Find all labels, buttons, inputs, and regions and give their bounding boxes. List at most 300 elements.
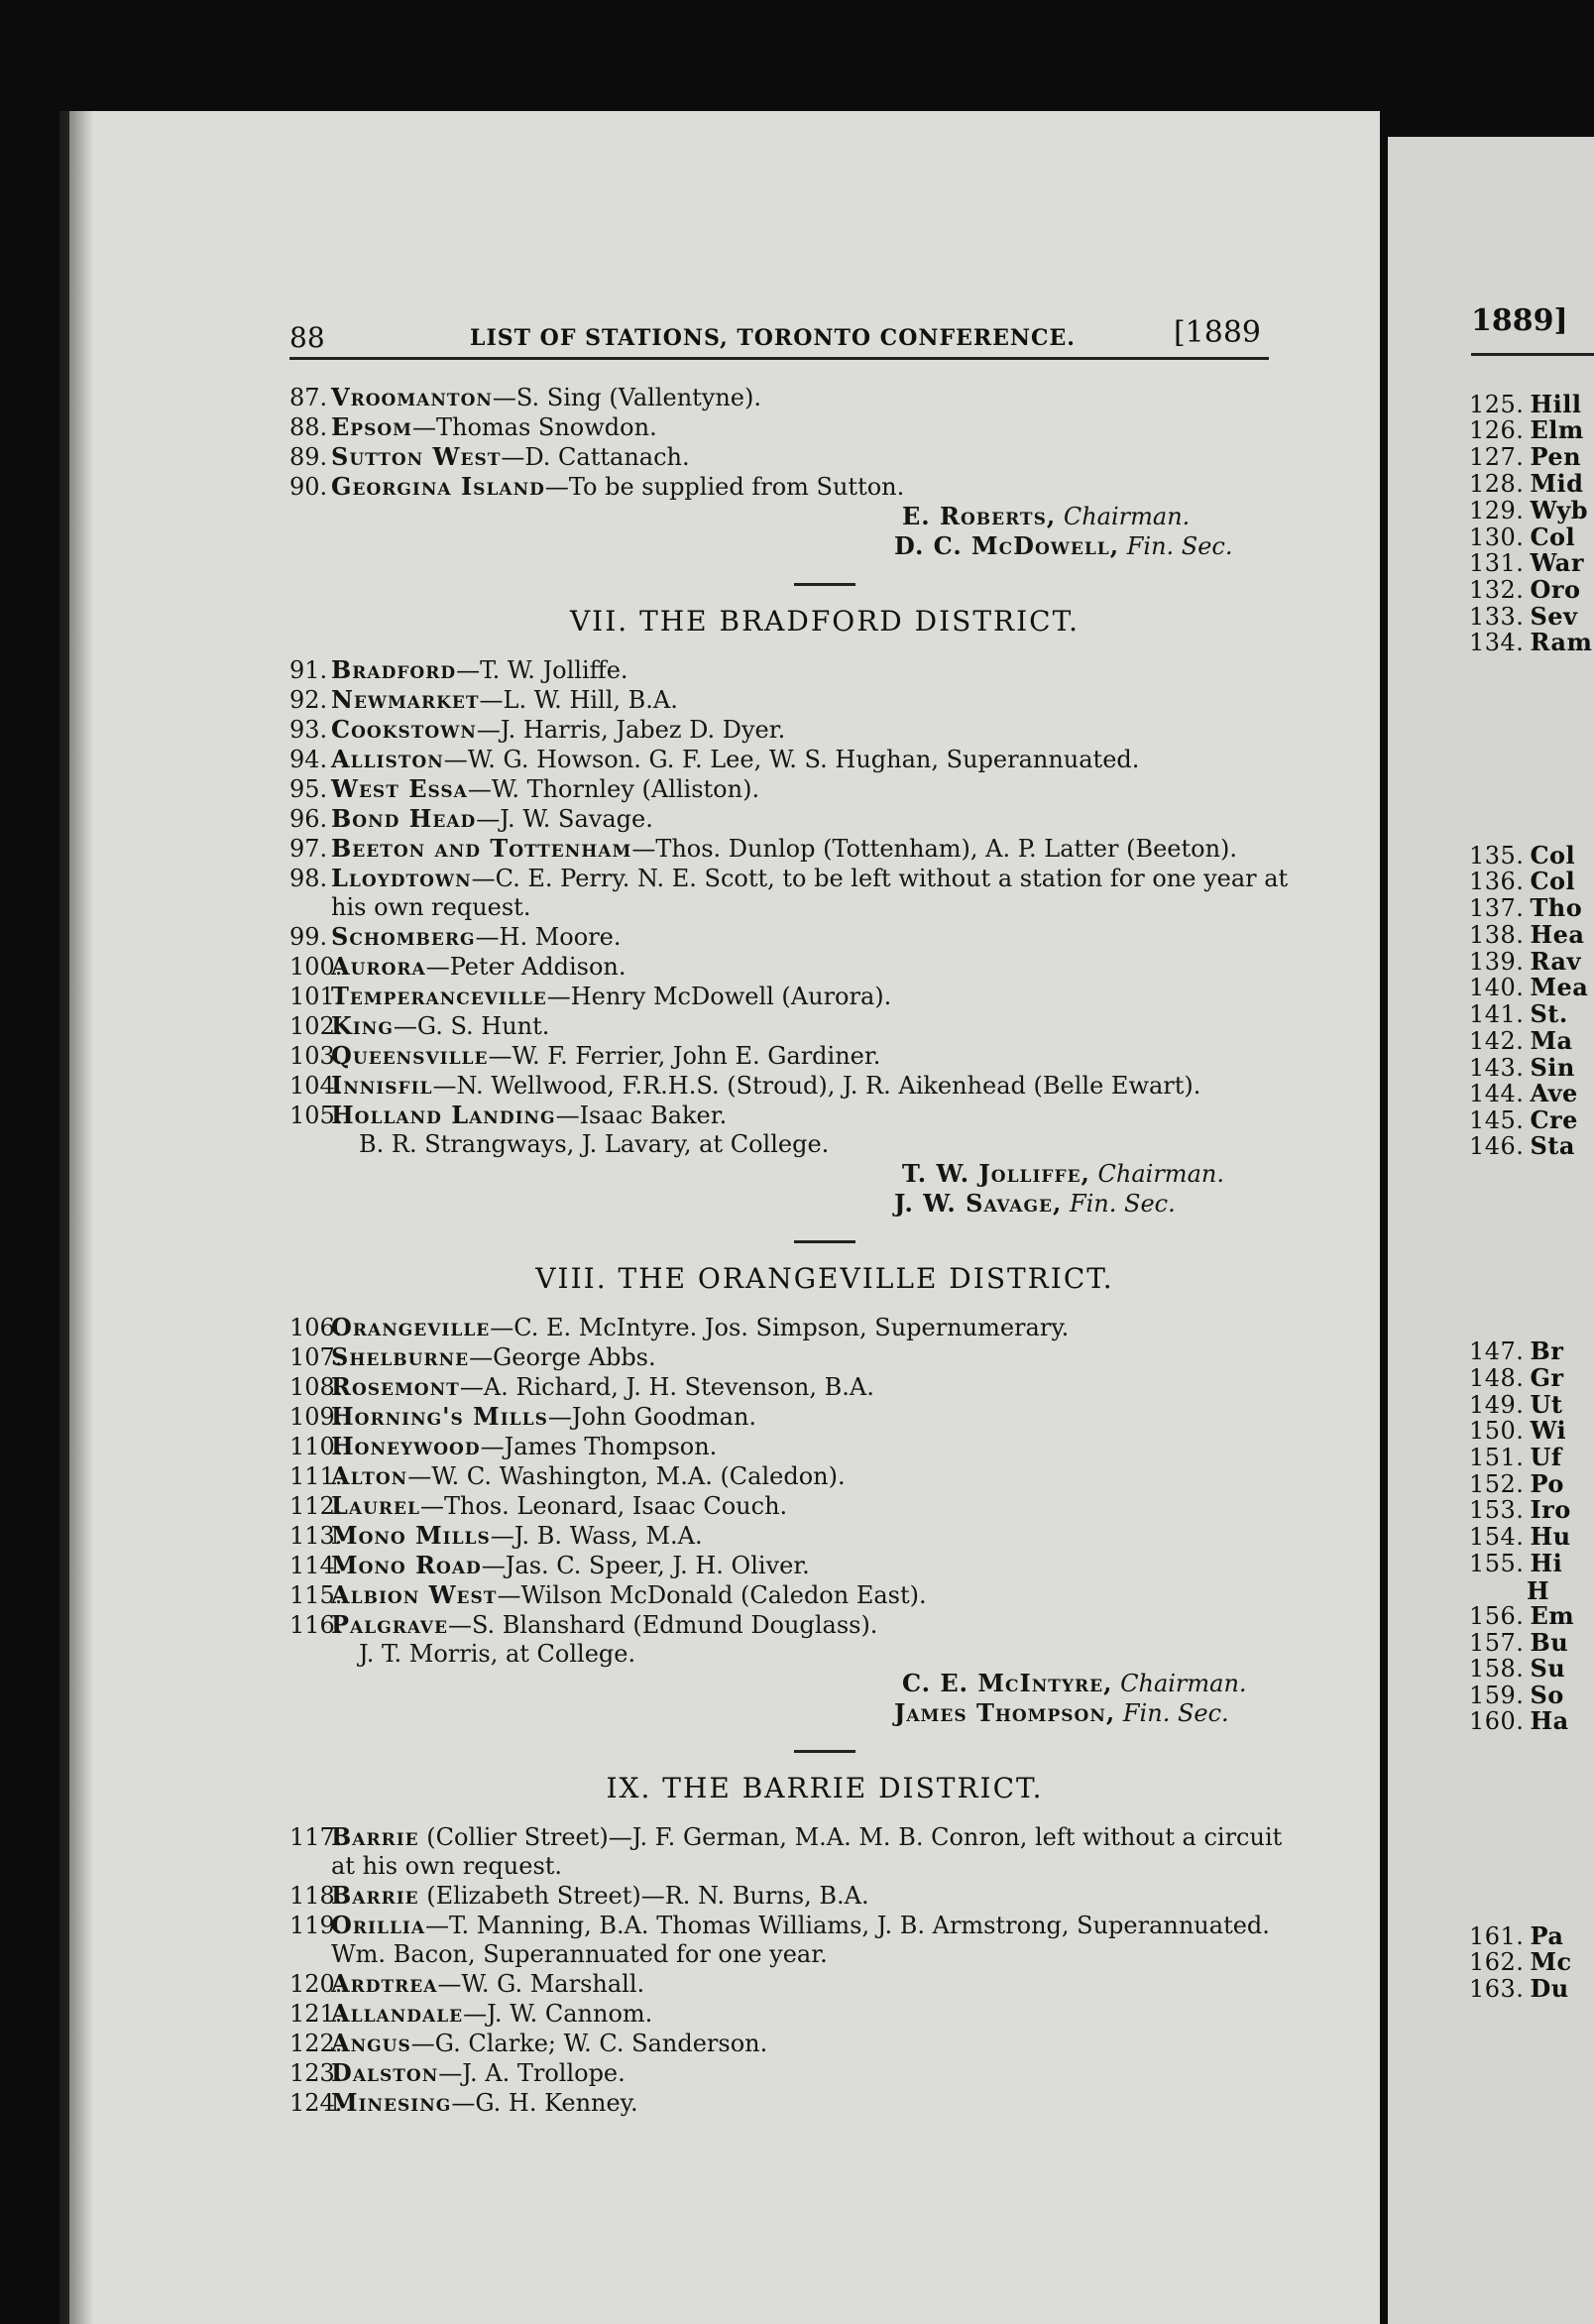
right-page-place-fragment: Po — [1530, 1469, 1564, 1498]
right-page-number: 138. — [1469, 921, 1525, 949]
station-entry — [289, 1521, 1301, 1551]
right-page-entry — [1469, 1079, 1578, 1107]
station-ministers: —C. E. McIntyre. Jos. Simpson, Supernumerary. — [490, 1314, 1070, 1341]
right-page-place-fragment: Pen — [1530, 442, 1582, 471]
station-place: Aurora — [331, 952, 426, 981]
page-number: 88 — [289, 321, 325, 354]
station-place: Queensville — [331, 1041, 489, 1070]
station-entry — [289, 1101, 1301, 1130]
station-number: 109. — [289, 1403, 343, 1431]
right-page-number: 136. — [1469, 868, 1525, 895]
station-place: Albion West — [331, 1580, 498, 1609]
station-entry — [289, 1372, 1301, 1402]
right-page-number: 157. — [1469, 1629, 1525, 1657]
right-page-place-fragment: Oro — [1530, 575, 1581, 604]
right-page-number: 135. — [1469, 842, 1525, 870]
right-page-place-fragment: Mid — [1530, 469, 1584, 498]
district-chairman — [289, 1669, 1301, 1698]
station-place: Bond Head — [331, 804, 477, 833]
station-ministers: —T. Manning, B.A. Thomas Williams, J. B. Armstrong, Superannuated. Wm. Bacon, Superannuated for one year. — [331, 1912, 1270, 1968]
right-page-number: 128. — [1469, 470, 1525, 498]
station-number: 106. — [289, 1314, 343, 1341]
right-page-entry — [1469, 548, 1584, 577]
right-page-number: 149. — [1469, 1391, 1525, 1419]
right-page-place-fragment: Col — [1530, 523, 1576, 551]
district-fin-sec — [289, 531, 1301, 561]
right-page-place-fragment: Hea — [1530, 920, 1585, 949]
right-page-number: 139. — [1469, 948, 1525, 976]
station-ministers: —S. Blanshard (Edmund Douglass). — [447, 1611, 878, 1639]
right-page-place-fragment: Col — [1530, 841, 1576, 870]
right-page-place-fragment: Elm — [1530, 415, 1584, 444]
right-page-year: 1889] — [1471, 303, 1568, 338]
right-page-number: 143. — [1469, 1054, 1525, 1082]
right-page-entry — [1469, 867, 1575, 895]
station-number: 120. — [289, 1970, 343, 1998]
page-gutter-shadow — [59, 111, 93, 2324]
station-place: Holland Landing — [331, 1101, 556, 1129]
station-number: 112. — [289, 1492, 343, 1520]
station-number: 118. — [289, 1882, 343, 1910]
right-page-entry — [1469, 947, 1581, 976]
station-number: 122. — [289, 2030, 343, 2057]
right-page-number: 144. — [1469, 1080, 1525, 1107]
station-number: 105. — [289, 1102, 343, 1129]
station-place: Sutton West — [331, 442, 502, 471]
station-number: 124. — [289, 2089, 343, 2117]
right-page-place-fragment: Ram — [1530, 628, 1593, 656]
station-ministers: —To be supplied from Sutton. — [544, 473, 905, 501]
station-entry — [289, 685, 1301, 715]
district-fin-sec — [289, 1189, 1301, 1219]
station-entry — [289, 2029, 1301, 2058]
right-page-number: 129. — [1469, 497, 1525, 524]
right-page-number: 161. — [1469, 1922, 1525, 1950]
right-page-number: 146. — [1469, 1132, 1525, 1160]
station-entry — [289, 1461, 1301, 1491]
right-page-entry — [1469, 1628, 1568, 1657]
station-number: 107. — [289, 1343, 343, 1371]
station-entry — [289, 2058, 1301, 2088]
station-entry — [289, 383, 1301, 412]
right-page-entry — [1469, 1443, 1562, 1471]
right-page-number: 163. — [1469, 1975, 1525, 2003]
right-page-rule — [1471, 353, 1594, 356]
district-heading: VIII. THE ORANGEVILLE DISTRICT. — [535, 1262, 1114, 1295]
district-chairman — [289, 502, 1301, 531]
right-page-number: 134. — [1469, 629, 1525, 656]
district-heading: VII. THE BRADFORD DISTRICT. — [569, 605, 1081, 638]
right-page-number: 156. — [1469, 1602, 1525, 1630]
station-entry — [289, 715, 1301, 745]
right-page-place-fragment: Gr — [1530, 1363, 1564, 1392]
station-entry — [289, 1822, 1301, 1881]
station-number: 117. — [289, 1823, 343, 1851]
officer-name: J. W. Savage, — [894, 1189, 1063, 1218]
station-number: 89. — [289, 443, 328, 471]
officer-name: D. C. McDowell, — [894, 531, 1120, 560]
right-page-place-fragment: Wyb — [1530, 496, 1589, 524]
station-ministers: —N. Wellwood, F.R.H.S. (Stroud), J. R. Aikenhead (Belle Ewart). — [432, 1072, 1201, 1100]
right-page-entry — [1469, 999, 1568, 1028]
station-place: Barrie — [331, 1822, 419, 1851]
stations-list — [289, 383, 1301, 2118]
right-page-entry — [1469, 1131, 1575, 1160]
station-place: Ardtrea — [331, 1969, 438, 1998]
right-page-fragment — [1388, 137, 1594, 2324]
district-note: B. R. Strangways, J. Lavary, at College. — [359, 1130, 830, 1158]
station-place: West Essa — [331, 774, 468, 803]
right-page-entry — [1469, 415, 1584, 444]
station-number: 111. — [289, 1462, 343, 1490]
station-number: 101. — [289, 983, 343, 1010]
station-place: Mono Mills — [331, 1521, 491, 1550]
station-place: Newmarket — [331, 685, 480, 714]
station-entry — [289, 1610, 1301, 1640]
station-place: Lloydtown — [331, 864, 472, 892]
officer-role: Chairman. — [1097, 1160, 1224, 1188]
right-page-number: 159. — [1469, 1682, 1525, 1709]
station-number: 115. — [289, 1581, 343, 1609]
station-place: Angus — [331, 2029, 411, 2057]
header-rule — [289, 357, 1269, 360]
station-number: 97. — [289, 835, 328, 863]
station-place: Mono Road — [331, 1551, 482, 1579]
station-ministers: —D. Cattanach. — [501, 443, 690, 471]
station-ministers: —Isaac Baker. — [555, 1102, 728, 1129]
section-separator — [794, 1750, 855, 1753]
right-page-entry — [1469, 1947, 1572, 1976]
station-entry — [289, 922, 1301, 952]
officer-name: James Thompson, — [894, 1698, 1116, 1727]
station-place: King — [331, 1011, 394, 1040]
station-place: Dalston — [331, 2058, 439, 2087]
right-page-entry — [1469, 1336, 1563, 1365]
header-year: [1889 — [1173, 315, 1261, 350]
station-ministers: —A. Richard, J. H. Stevenson, B.A. — [459, 1373, 874, 1401]
station-entry — [289, 1432, 1301, 1461]
station-ministers: —C. E. Perry. N. E. Scott, to be left without a station for one year at his own request. — [331, 865, 1289, 921]
right-page-place-fragment: Hi — [1530, 1549, 1563, 1577]
station-number: 98. — [289, 865, 328, 892]
station-place: Orangeville — [331, 1313, 491, 1341]
right-page-entry — [1469, 1416, 1566, 1445]
right-page-number: 125. — [1469, 391, 1525, 418]
right-page-entry — [1469, 1921, 1563, 1950]
station-entry — [289, 655, 1301, 685]
district-heading: IX. THE BARRIE DISTRICT. — [606, 1772, 1044, 1804]
station-entry — [289, 745, 1301, 774]
section-separator — [794, 1240, 855, 1243]
station-place: Palgrave — [331, 1610, 448, 1639]
station-ministers: —Thomas Snowdon. — [411, 413, 657, 441]
right-page-entry — [1469, 523, 1575, 551]
station-ministers: —Peter Addison. — [425, 953, 626, 981]
station-entry — [289, 1999, 1301, 2029]
right-page-number: 155. — [1469, 1550, 1525, 1577]
right-page-place-fragment: Sta — [1530, 1131, 1575, 1160]
right-page-number: 148. — [1469, 1364, 1525, 1392]
right-page-entry — [1469, 1390, 1562, 1419]
right-page-place-fragment: Cre — [1530, 1105, 1578, 1134]
station-number: 92. — [289, 686, 328, 714]
right-page-place-fragment: Em — [1530, 1601, 1575, 1630]
officer-role: Fin. Sec. — [1069, 1190, 1176, 1218]
right-page-number: 160. — [1469, 1707, 1525, 1735]
right-page-entry — [1469, 973, 1588, 1001]
right-page-entry — [1469, 602, 1577, 631]
right-page-entry — [1469, 1549, 1562, 1577]
right-page-place-fragment: Sin — [1530, 1053, 1575, 1082]
station-ministers: —W. Thornley (Alliston). — [467, 775, 760, 803]
right-page-number: 150. — [1469, 1417, 1525, 1445]
right-page-place-fragment: Pa — [1530, 1921, 1564, 1950]
station-entry — [289, 804, 1301, 834]
right-page-place-fragment: Rav — [1530, 947, 1581, 976]
station-number: 121. — [289, 2000, 343, 2028]
station-ministers: —J. B. Wass, M.A. — [490, 1522, 703, 1550]
station-place: Shelburne — [331, 1342, 470, 1371]
station-place: Temperanceville — [331, 982, 547, 1010]
station-number: 113. — [289, 1522, 343, 1550]
station-ministers: —G. H. Kenney. — [451, 2089, 638, 2117]
right-page-entry — [1469, 1105, 1578, 1134]
station-number: 96. — [289, 805, 328, 833]
station-place: Cookstown — [331, 715, 477, 744]
right-page-entry — [1469, 575, 1581, 604]
right-page-number: 151. — [1469, 1444, 1525, 1471]
station-place: Alton — [331, 1461, 408, 1490]
right-page-place-fragment: Wi — [1530, 1416, 1567, 1445]
station-place: Laurel — [331, 1491, 420, 1520]
right-page-number: 130. — [1469, 523, 1525, 551]
right-page-number: 142. — [1469, 1027, 1525, 1055]
station-ministers: —L. W. Hill, B.A. — [479, 686, 678, 714]
station-entry — [289, 774, 1301, 804]
officer-name: E. Roberts, — [902, 502, 1057, 530]
officer-role: Fin. Sec. — [1122, 1699, 1229, 1727]
station-ministers: —W. G. Howson. G. F. Lee, W. S. Hughan, Superannuated. — [443, 746, 1140, 773]
right-page-number: 132. — [1469, 576, 1525, 604]
right-page-place-fragment: Hu — [1530, 1522, 1571, 1551]
right-page-number: 152. — [1469, 1470, 1525, 1498]
station-ministers: —Thos. Leonard, Isaac Couch. — [419, 1492, 788, 1520]
right-page-place-fragment: Ave — [1530, 1079, 1578, 1107]
station-ministers: —T. W. Jolliffe. — [456, 656, 628, 684]
station-entry — [289, 1551, 1301, 1580]
station-entry — [289, 1580, 1301, 1610]
section-separator — [794, 583, 855, 586]
right-page-place-fragment: Uf — [1530, 1443, 1562, 1471]
station-ministers: —G. S. Hunt. — [393, 1012, 550, 1040]
right-page-place-fragment: Hill — [1530, 390, 1582, 418]
station-ministers: —James Thompson. — [480, 1433, 718, 1460]
station-entry — [289, 2088, 1301, 2118]
station-ministers: —J. Harris, Jabez D. Dyer. — [476, 716, 786, 744]
right-page-place-fragment: Ha — [1530, 1706, 1569, 1735]
station-place: Horning's Mills — [331, 1402, 548, 1431]
right-page-place-fragment: St. — [1530, 999, 1568, 1028]
officer-role: Fin. Sec. — [1126, 532, 1233, 560]
station-number: 95. — [289, 775, 328, 803]
station-ministers: —W. F. Ferrier, John E. Gardiner. — [488, 1042, 881, 1070]
right-page-number: 145. — [1469, 1106, 1525, 1134]
right-page-entry — [1469, 1363, 1564, 1392]
officer-role: Chairman. — [1063, 503, 1191, 530]
right-page-number: 133. — [1469, 603, 1525, 631]
station-number: 108. — [289, 1373, 343, 1401]
station-place: Georgina Island — [331, 472, 545, 501]
right-page-number: 158. — [1469, 1655, 1525, 1683]
officer-name: T. W. Jolliffe, — [902, 1159, 1090, 1188]
station-entry — [289, 1881, 1301, 1911]
station-number: 88. — [289, 413, 328, 441]
right-page-number: 154. — [1469, 1523, 1525, 1551]
right-page-place-fragment: Sev — [1530, 602, 1578, 631]
right-page-entry — [1469, 893, 1582, 922]
station-entry — [289, 1342, 1301, 1372]
station-ministers: —Jas. C. Speer, J. H. Oliver. — [481, 1552, 810, 1579]
station-place: Vroomanton — [331, 383, 493, 411]
station-ministers: —S. Sing (Vallentyne). — [492, 384, 761, 411]
station-entry — [289, 1041, 1301, 1071]
right-page-place-fragment: Iro — [1530, 1495, 1571, 1524]
right-page-number: 147. — [1469, 1337, 1525, 1365]
station-number: 119. — [289, 1912, 343, 1939]
station-ministers: —J. W. Cannom. — [463, 2000, 653, 2028]
station-entry — [289, 834, 1301, 864]
station-entry — [289, 1491, 1301, 1521]
district-fin-sec — [289, 1698, 1301, 1728]
district-note: J. T. Morris, at College. — [359, 1640, 636, 1668]
station-ministers: —G. Clarke; W. C. Sanderson. — [410, 2030, 768, 2057]
right-page-number: 153. — [1469, 1496, 1525, 1524]
officer-role: Chairman. — [1120, 1670, 1247, 1697]
station-entry — [289, 952, 1301, 982]
right-page-place-fragment: Du — [1530, 1974, 1569, 2003]
station-number: 93. — [289, 716, 328, 744]
station-place: Beeton and Tottenham — [331, 834, 632, 863]
station-place: Bradford — [331, 655, 457, 684]
station-ministers: (Elizabeth Street)—R. N. Burns, B.A. — [418, 1882, 869, 1910]
station-place: Innisfil — [331, 1071, 433, 1100]
station-ministers: (Collier Street)—J. F. German, M.A. M. B. Conron, left without a circuit at his own request. — [331, 1823, 1283, 1880]
station-place: Epsom — [331, 412, 412, 441]
right-page-entry — [1469, 920, 1584, 949]
station-number: 103. — [289, 1042, 343, 1070]
station-place: Minesing — [331, 2088, 452, 2117]
right-page-entry — [1469, 841, 1575, 870]
station-ministers: —J. W. Savage. — [476, 805, 653, 833]
right-page-place-fragment: Mea — [1530, 973, 1589, 1001]
station-entry — [289, 442, 1301, 472]
station-ministers: —H. Moore. — [475, 923, 622, 951]
right-page-entry — [1469, 496, 1588, 524]
station-number: 102. — [289, 1012, 343, 1040]
right-page-place-fragment: Ut — [1530, 1390, 1563, 1419]
station-number: 116. — [289, 1611, 343, 1639]
station-ministers: —W. G. Marshall. — [437, 1970, 645, 1998]
right-page-number: 162. — [1469, 1948, 1525, 1976]
station-entry — [289, 1313, 1301, 1342]
right-page-entry — [1469, 442, 1581, 471]
right-page-entry — [1469, 1469, 1564, 1498]
right-page-entry — [1469, 1654, 1565, 1683]
right-page-entry — [1469, 469, 1583, 498]
right-page-number: 127. — [1469, 443, 1525, 471]
right-page-number: 126. — [1469, 416, 1525, 444]
right-page-entry — [1469, 1974, 1569, 2003]
right-page-entry — [1469, 1026, 1573, 1055]
right-page-place-fragment: H — [1527, 1576, 1550, 1605]
station-place: Orillia — [331, 1911, 426, 1939]
right-page-place-fragment: Bu — [1530, 1628, 1569, 1657]
right-page-entry — [1469, 1681, 1564, 1709]
station-ministers: —Henry McDowell (Aurora). — [546, 983, 892, 1010]
station-ministers: —Thos. Dunlop (Tottenham), A. P. Latter (Beeton). — [631, 835, 1238, 863]
right-page-entry — [1469, 628, 1592, 656]
station-number: 94. — [289, 746, 328, 773]
right-page-entry — [1469, 1706, 1569, 1735]
right-page-place-fragment: So — [1530, 1681, 1564, 1709]
right-page-entry — [1469, 390, 1581, 418]
right-page-entry — [1469, 1495, 1571, 1524]
station-place: Barrie — [331, 1881, 419, 1910]
station-place: Honeywood — [331, 1432, 481, 1460]
station-number: 104. — [289, 1072, 343, 1100]
station-entry — [289, 472, 1301, 502]
station-number: 87. — [289, 384, 328, 411]
right-page-place-fragment: Mc — [1530, 1947, 1572, 1976]
station-entry — [289, 1969, 1301, 1999]
station-place: Allandale — [331, 1999, 464, 2028]
station-number: 123. — [289, 2059, 343, 2087]
station-number: 91. — [289, 656, 328, 684]
station-entry — [289, 1011, 1301, 1041]
right-page-place-fragment: Su — [1530, 1654, 1566, 1683]
station-place: Rosemont — [331, 1372, 460, 1401]
page-header — [289, 315, 1269, 355]
station-number: 90. — [289, 473, 328, 501]
right-page-place-fragment: War — [1530, 548, 1584, 577]
right-page-number: 137. — [1469, 894, 1525, 922]
station-number: 110. — [289, 1433, 343, 1460]
officer-name: C. E. McIntyre, — [902, 1669, 1113, 1697]
running-title: LIST OF STATIONS, TORONTO CONFERENCE. — [470, 325, 1076, 351]
station-entry — [289, 864, 1301, 922]
right-page-place-fragment: Tho — [1530, 893, 1583, 922]
station-number: 114. — [289, 1552, 343, 1579]
station-number: 99. — [289, 923, 328, 951]
station-entry — [289, 412, 1301, 442]
right-page-place-fragment: Col — [1530, 867, 1576, 895]
station-number: 100. — [289, 953, 343, 981]
right-page-number: 140. — [1469, 974, 1525, 1001]
station-place: Alliston — [331, 745, 444, 773]
right-page-place-fragment: Br — [1530, 1336, 1564, 1365]
station-place: Schomberg — [331, 922, 476, 951]
station-ministers: —John Goodman. — [547, 1403, 757, 1431]
station-ministers: —J. A. Trollope. — [438, 2059, 626, 2087]
station-entry — [289, 1071, 1301, 1101]
right-page-entry — [1469, 1601, 1574, 1630]
right-page-entry — [1469, 1053, 1575, 1082]
right-page-number: 131. — [1469, 549, 1525, 577]
station-entry — [289, 1402, 1301, 1432]
station-ministers: —W. C. Washington, M.A. (Caledon). — [407, 1462, 846, 1490]
right-page-number: 141. — [1469, 1000, 1525, 1028]
district-chairman — [289, 1159, 1301, 1189]
